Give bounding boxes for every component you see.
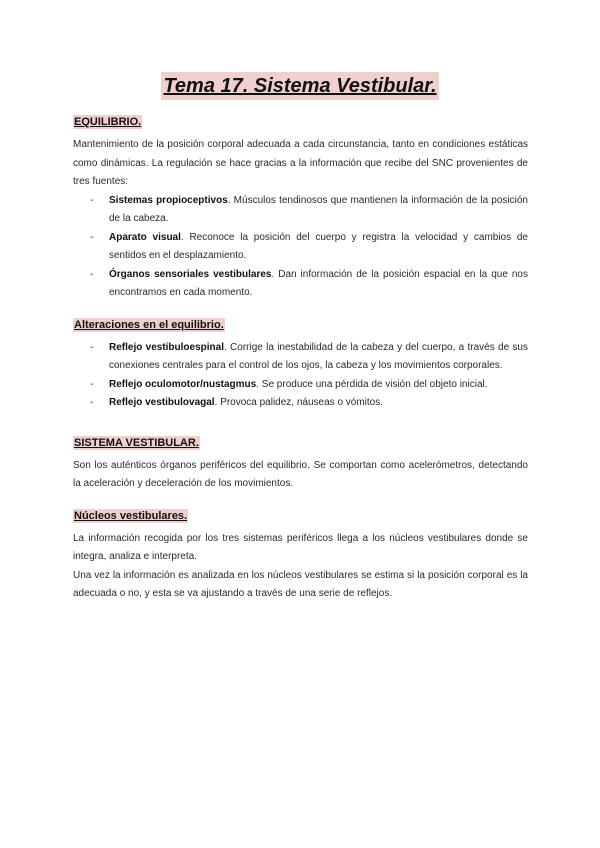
item-term: Órganos sensoriales vestibulares — [109, 268, 272, 280]
title-wrap — [0, 72, 600, 100]
list-item — [73, 339, 528, 376]
item-term: Reflejo oculomotor/nustagmus — [109, 378, 257, 390]
item-term: Sistemas propioceptivos — [109, 194, 228, 206]
section-sistema-vestibular — [73, 433, 528, 494]
bullet-dash: - — [90, 231, 94, 243]
list-item — [73, 229, 528, 266]
equilibrio-list — [73, 192, 528, 303]
item-term: Reflejo vestibuloespinal — [109, 341, 224, 353]
list-item — [73, 192, 528, 229]
item-text: . Se produce una pérdida de visión del objeto inicial. — [256, 378, 488, 390]
bullet-dash: - — [90, 268, 94, 280]
heading-nucleos: Núcleos vestibulares. — [74, 509, 188, 522]
bullet-dash: - — [90, 341, 94, 353]
bullet-dash: - — [90, 194, 94, 206]
nucleos-paragraph-2: Una vez la información es analizada en los núcleos vestibulares se estima si la posición corporal es la adecuada o no, y esta se va ajustando a través de una serie de reflejos. — [73, 569, 528, 599]
list-item — [73, 394, 528, 413]
page-title: Tema 17. Sistema Vestibular. — [161, 72, 438, 100]
equilibrio-intro: Mantenimiento de la posición corporal adecuada a cada circunstancia, tanto en condiciones estáticas como dinámicas. La regulación se hace gracias a la información que recibe del SNC provenientes de tres fuentes: — [73, 139, 528, 187]
heading-sistema-vestibular: SISTEMA VESTIBULAR. — [74, 436, 199, 449]
heading-equilibrio: EQUILIBRIO. — [74, 116, 142, 128]
bullet-dash: - — [90, 378, 94, 390]
section-equilibrio — [73, 112, 528, 303]
item-text: . Músculos tendinosos que mantienen la información de la posición de la cabeza. — [109, 194, 528, 224]
list-item — [73, 376, 528, 395]
list-item — [73, 266, 528, 303]
item-text: . Provoca palidez, náuseas o vómitos. — [214, 397, 384, 408]
bullet-dash: - — [90, 397, 94, 408]
item-term: Aparato visual — [109, 231, 181, 243]
item-text: . Corrige la inestabilidad de la cabeza y del cuerpo, a través de sus conexiones centrales para el control de los ojos, la cabeza y los movimientos corporales. — [109, 341, 528, 371]
document-body — [73, 112, 528, 604]
item-text: . Dan información de la posición espacial en la que nos encontramos en cada momento. — [109, 268, 528, 298]
section-alteraciones — [73, 315, 528, 413]
heading-alteraciones: Alteraciones en el equilibrio. — [74, 318, 224, 331]
alteraciones-list — [73, 339, 528, 413]
sistema-intro: Son los auténticos órganos periféricos del equilibrio. Se comportan como acelerómetros, detectando la aceleración y deceleración de los movimientos. — [73, 459, 528, 489]
section-nucleos — [73, 506, 528, 604]
item-text: . Reconoce la posición del cuerpo y registra la velocidad y cambios de sentidos en el desplazamiento. — [109, 231, 528, 261]
item-term: Reflejo vestibulovagal — [109, 397, 215, 408]
nucleos-paragraph-1: La información recogida por los tres sistemas periféricos llega a los núcleos vestibulares donde se integra, analiza e interpreta. — [73, 532, 528, 562]
